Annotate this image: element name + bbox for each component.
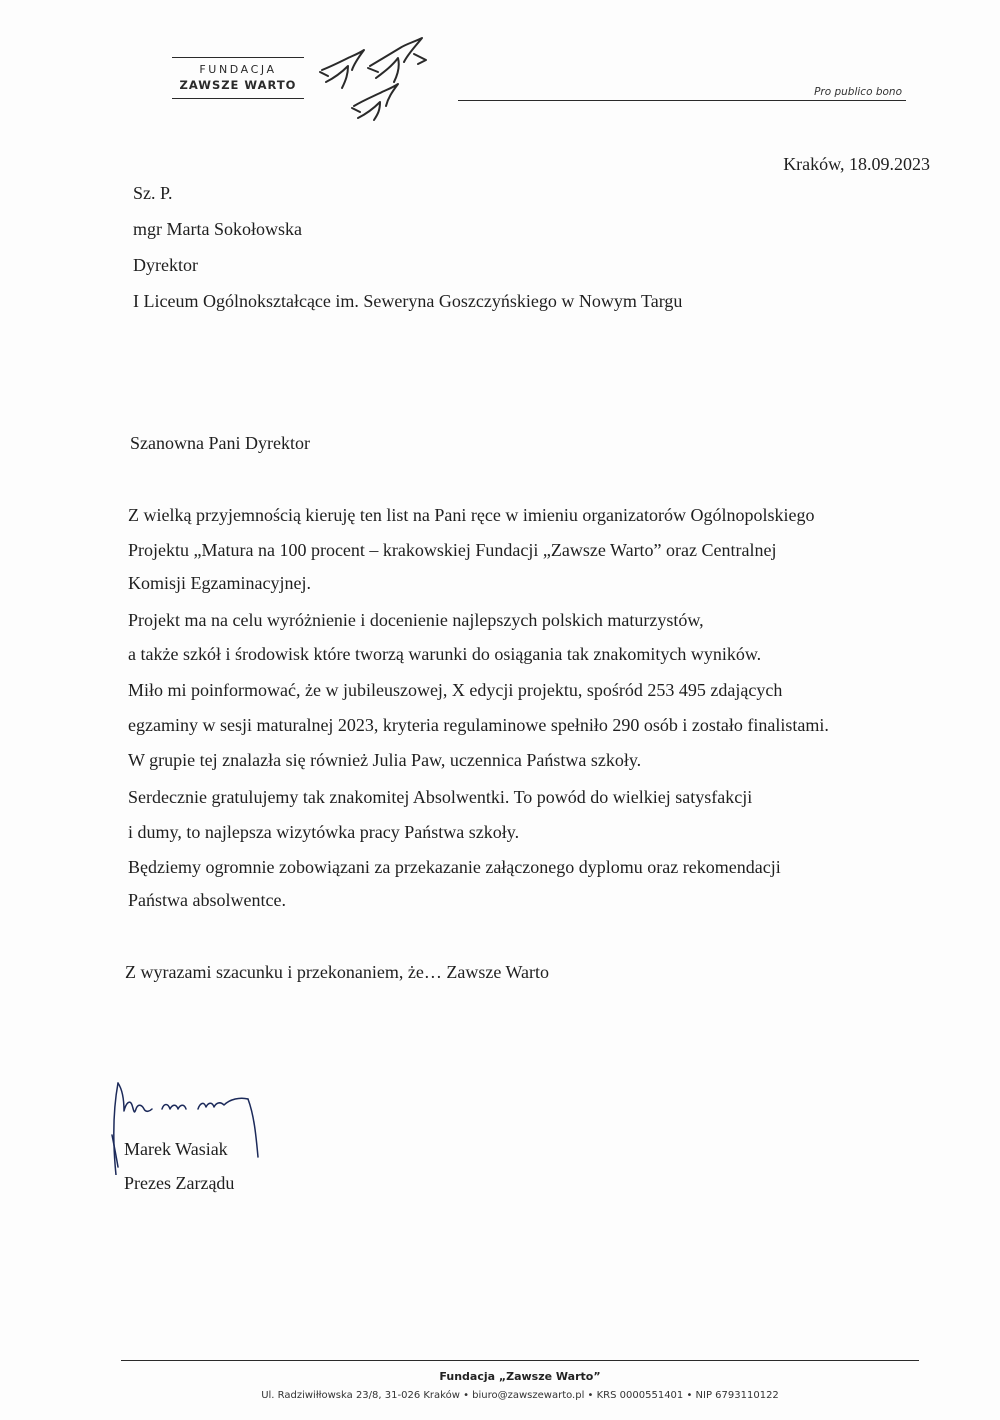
letterhead-motto: Pro publico bono [814,86,902,98]
body-line: Komisji Egzaminacyjnej. [128,573,311,593]
footer-rule [121,1360,919,1361]
logo-line-fundacja: FUNDACJA [199,63,277,76]
swallows-logo-icon [318,36,430,122]
body-line: Miło mi poinformować, że w jubileuszowej, X edycji projektu, spośród 253 495 zdających [128,680,783,700]
logo-line-zawsze-warto: ZAWSZE WARTO [179,78,297,92]
body-line: Państwa absolwentce. [128,890,286,910]
closing-line: Z wyrazami szacunku i przekonaniem, że… Zawsze Warto [125,962,550,982]
body-line: egzaminy w sesji maturalnej 2023, kryteria regulaminowe spełniło 290 osób i zostało finalistami. [128,715,829,735]
signer-role: Prezes Zarządu [124,1173,235,1193]
body-line: a także szkół i środowisk które tworzą warunki do osiągania tak znakomitych wyników. [128,644,762,664]
recipient-line: Dyrektor [133,255,198,275]
letter-date: Kraków, 18.09.2023 [783,154,930,174]
body-line: Serdecznie gratulujemy tak znakomitej Absolwentki. To powód do wielkiej satysfakcji [128,787,753,807]
letterhead-rule [458,100,906,101]
body-line: i dumy, to najlepsza wizytówka pracy Państwa szkoły. [128,822,520,842]
body-line: Projektu „Matura na 100 procent – krakowskiej Fundacji „Zawsze Warto” oraz Centralnej [128,540,777,560]
logo-bottom-rule [172,98,304,99]
body-line: Będziemy ogromnie zobowiązani za przekazanie załączonego dyplomu oraz rekomendacji [128,857,781,877]
recipient-line: mgr Marta Sokołowska [133,219,302,239]
body-line: Z wielką przyjemnością kieruję ten list na Pani ręce w imieniu organizatorów Ogólnopolskiego [128,505,815,525]
body-line: Projekt ma na celu wyróżnienie i docenienie najlepszych polskich maturzystów, [128,610,704,630]
recipient-line: I Liceum Ogólnokształcące im. Seweryna Goszczyńskiego w Nowym Targu [133,291,683,311]
logo-top-rule [172,57,304,58]
salutation: Szanowna Pani Dyrektor [130,433,310,453]
recipient-line: Sz. P. [133,183,173,203]
signer-name: Marek Wasiak [124,1139,228,1159]
footer-organization: Fundacja „Zawsze Warto” [439,1370,601,1383]
footer-contact: Ul. Radziwiłłowska 23/8, 31-026 Kraków • biuro@zawszewarto.pl • KRS 0000551401 • NIP 6793110122 [261,1390,779,1401]
foundation-logo [172,50,304,100]
body-line: W grupie tej znalazła się również Julia Paw, uczennica Państwa szkoły. [128,750,642,770]
handwritten-signature [102,1075,272,1175]
